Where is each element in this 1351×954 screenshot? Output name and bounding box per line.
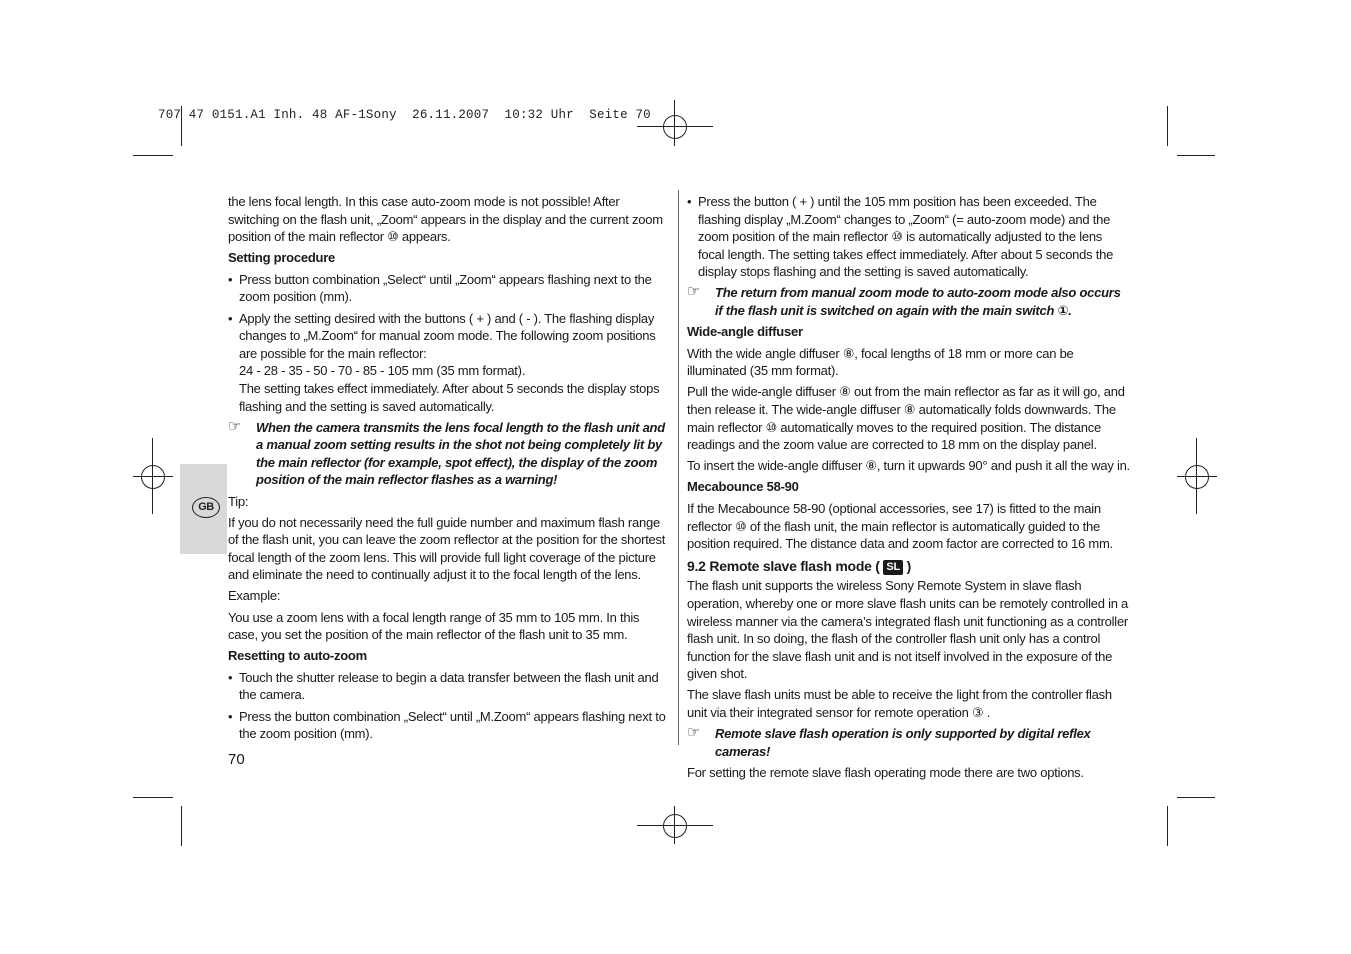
final-paragraph: For setting the remote slave flash operating mode there are two options.	[687, 764, 1084, 780]
registration-line	[674, 806, 675, 844]
crop-mark	[133, 797, 173, 798]
wide-angle-heading: Wide-angle diffuser	[687, 324, 803, 340]
pointing-hand-icon: ☞	[687, 724, 701, 742]
wide-angle-paragraph: With the wide angle diffuser ⑧, focal lengths of 18 mm or more can be illuminated (35 mm format).	[687, 345, 1074, 379]
zoom-positions: 24 - 28 - 35 - 50 - 70 - 85 - 105 mm (35 mm format).	[239, 363, 526, 379]
crop-mark	[1177, 797, 1215, 798]
list-item-text: Touch the shutter release to begin a data transfer between the flash unit and the camera.	[239, 669, 659, 703]
list-item	[228, 669, 668, 704]
list-item-text: Press the button combination „Select“ until „M.Zoom“ appears flashing next to the zoom position (mm).	[239, 708, 666, 742]
list-item	[228, 271, 668, 306]
page-number: 70	[228, 751, 245, 768]
crop-mark	[1167, 806, 1168, 846]
registration-line	[1177, 476, 1217, 477]
list-item-text: Apply the setting desired with the buttons ( + ) and ( - ). The flashing display changes to „M.Zoom“ for manual zoom mode. The following zoom positions are possible for the main reflector:	[239, 310, 656, 361]
bullet-icon: •	[228, 708, 233, 724]
list-item-text: The setting takes effect immediately. After about 5 seconds the display stops flashing and the setting is saved automatically.	[239, 380, 660, 414]
list-item	[687, 193, 1131, 281]
tip-label: Tip:	[228, 493, 249, 509]
note-text: When the camera transmits the lens focal length to the flash unit and a manual zoom setting results in the shot not being completely lit by the main reflector (for example, spot effect), the display of the zoom position of the main reflector flashes as a warning!	[256, 419, 665, 488]
registration-line	[133, 476, 173, 477]
bullet-icon: •	[228, 271, 233, 287]
crop-mark	[1167, 106, 1168, 146]
section-heading-end: )	[906, 557, 911, 574]
pointing-hand-icon: ☞	[228, 417, 242, 435]
section-heading-text: 9.2 Remote slave flash mode (	[687, 557, 880, 574]
registration-mark-top	[663, 115, 687, 139]
crop-mark	[1177, 155, 1215, 156]
column-divider	[678, 190, 679, 745]
print-slug: 707 47 0151.A1 Inh. 48 AF-1Sony 26.11.2007 10:32 Uhr Seite 70	[158, 108, 651, 122]
list-item-text: Press button combination „Select“ until „Zoom“ appears flashing next to the zoom position (mm).	[239, 271, 652, 305]
reset-heading: Resetting to auto-zoom	[228, 648, 367, 664]
registration-mark-left	[141, 465, 165, 489]
setting-procedure-heading: Setting procedure	[228, 250, 335, 266]
mecabounce-heading: Mecabounce 58-90	[687, 479, 799, 495]
registration-line	[637, 825, 713, 826]
crop-mark	[133, 155, 173, 156]
slave-mode-icon: SL	[883, 560, 903, 575]
registration-line	[1196, 438, 1197, 514]
remote-paragraph: The flash unit supports the wireless Sony Remote System in slave flash operation, whereby one or more slave flash units can be remotely controlled in a wireless manner via the camera’s integrated flash unit functioning as a controller flash unit. In so doing, the flash of the controller flash unit only has a control function for the slave flash unit and is not itself involved in the exposure of the given shot.	[687, 578, 1129, 682]
language-badge: GB	[192, 497, 220, 518]
mecabounce-paragraph: If the Mecabounce 58-90 (optional accessories, see 17) is fitted to the main reflector ⑩ of the flash unit, the main reflector is automatically guided to the position required. The distance data and zoom factor are corrected to 16 mm.	[687, 501, 1113, 552]
intro-paragraph: the lens focal length. In this case auto-zoom mode is not possible! After switching on the flash unit, „Zoom“ appears in the display and the current zoom position of the main reflector ⑩ appears.	[228, 194, 663, 245]
bullet-icon: •	[687, 194, 692, 209]
wide-angle-paragraph: Pull the wide-angle diffuser ⑧ out from the main reflector as far as it will go, and then release it. The wide-angle diffuser ⑧ automatically folds downwards. The main reflector ⑩ automatically moves to the required position. The distance readings and the zoom value are corrected to 18 mm on the display panel.	[687, 384, 1125, 453]
note-text: The return from manual zoom mode to auto-zoom mode also occurs if the flash unit is switched on again with the main switch ①.	[715, 285, 1121, 319]
left-column	[228, 193, 668, 746]
list-item-text: Press the button ( + ) until the 105 mm position has been exceeded. The flashing display „M.Zoom“ changes to „Zoom“ (= auto-zoom mode) and the zoom position of the main reflector ⑩ is automatically adjusted to the lens focal length. The setting takes effect immediately. After about 5 seconds the display stops flashing and the setting is saved automatically.	[698, 194, 1114, 280]
list-item	[228, 708, 668, 743]
registration-mark-bottom	[663, 814, 687, 838]
info-note	[687, 284, 1131, 319]
registration-line	[674, 100, 675, 146]
warning-note	[687, 725, 1131, 760]
example-paragraph: You use a zoom lens with a focal length range of 35 mm to 105 mm. In this case, you set the position of the main reflector of the flash unit to 35 mm.	[228, 609, 640, 643]
example-label: Example:	[228, 588, 281, 604]
registration-line	[152, 438, 153, 514]
section-heading	[687, 558, 1131, 576]
right-column	[687, 193, 1131, 785]
warning-note	[228, 419, 668, 489]
bullet-icon: •	[228, 669, 233, 685]
pointing-hand-icon: ☞	[687, 283, 701, 301]
wide-angle-paragraph: To insert the wide-angle diffuser ⑧, turn it upwards 90° and push it all the way in.	[687, 458, 1130, 474]
tip-paragraph: If you do not necessarily need the full guide number and maximum flash range of the flash unit, you can leave the zoom reflector at the position for the shortest focal length of the zoom lens. This will provide full light coverage of the picture and eliminate the need to continually adjust it to the focal length of the lens.	[228, 514, 666, 583]
remote-paragraph: The slave flash units must be able to receive the light from the controller flash unit via their integrated sensor for remote operation ③ .	[687, 687, 1112, 721]
crop-mark	[181, 806, 182, 846]
bullet-icon: •	[228, 310, 233, 326]
list-item	[228, 310, 668, 416]
registration-mark-right	[1185, 465, 1209, 489]
registration-line	[637, 126, 713, 127]
note-text: Remote slave flash operation is only supported by digital reflex cameras!	[715, 726, 1091, 759]
